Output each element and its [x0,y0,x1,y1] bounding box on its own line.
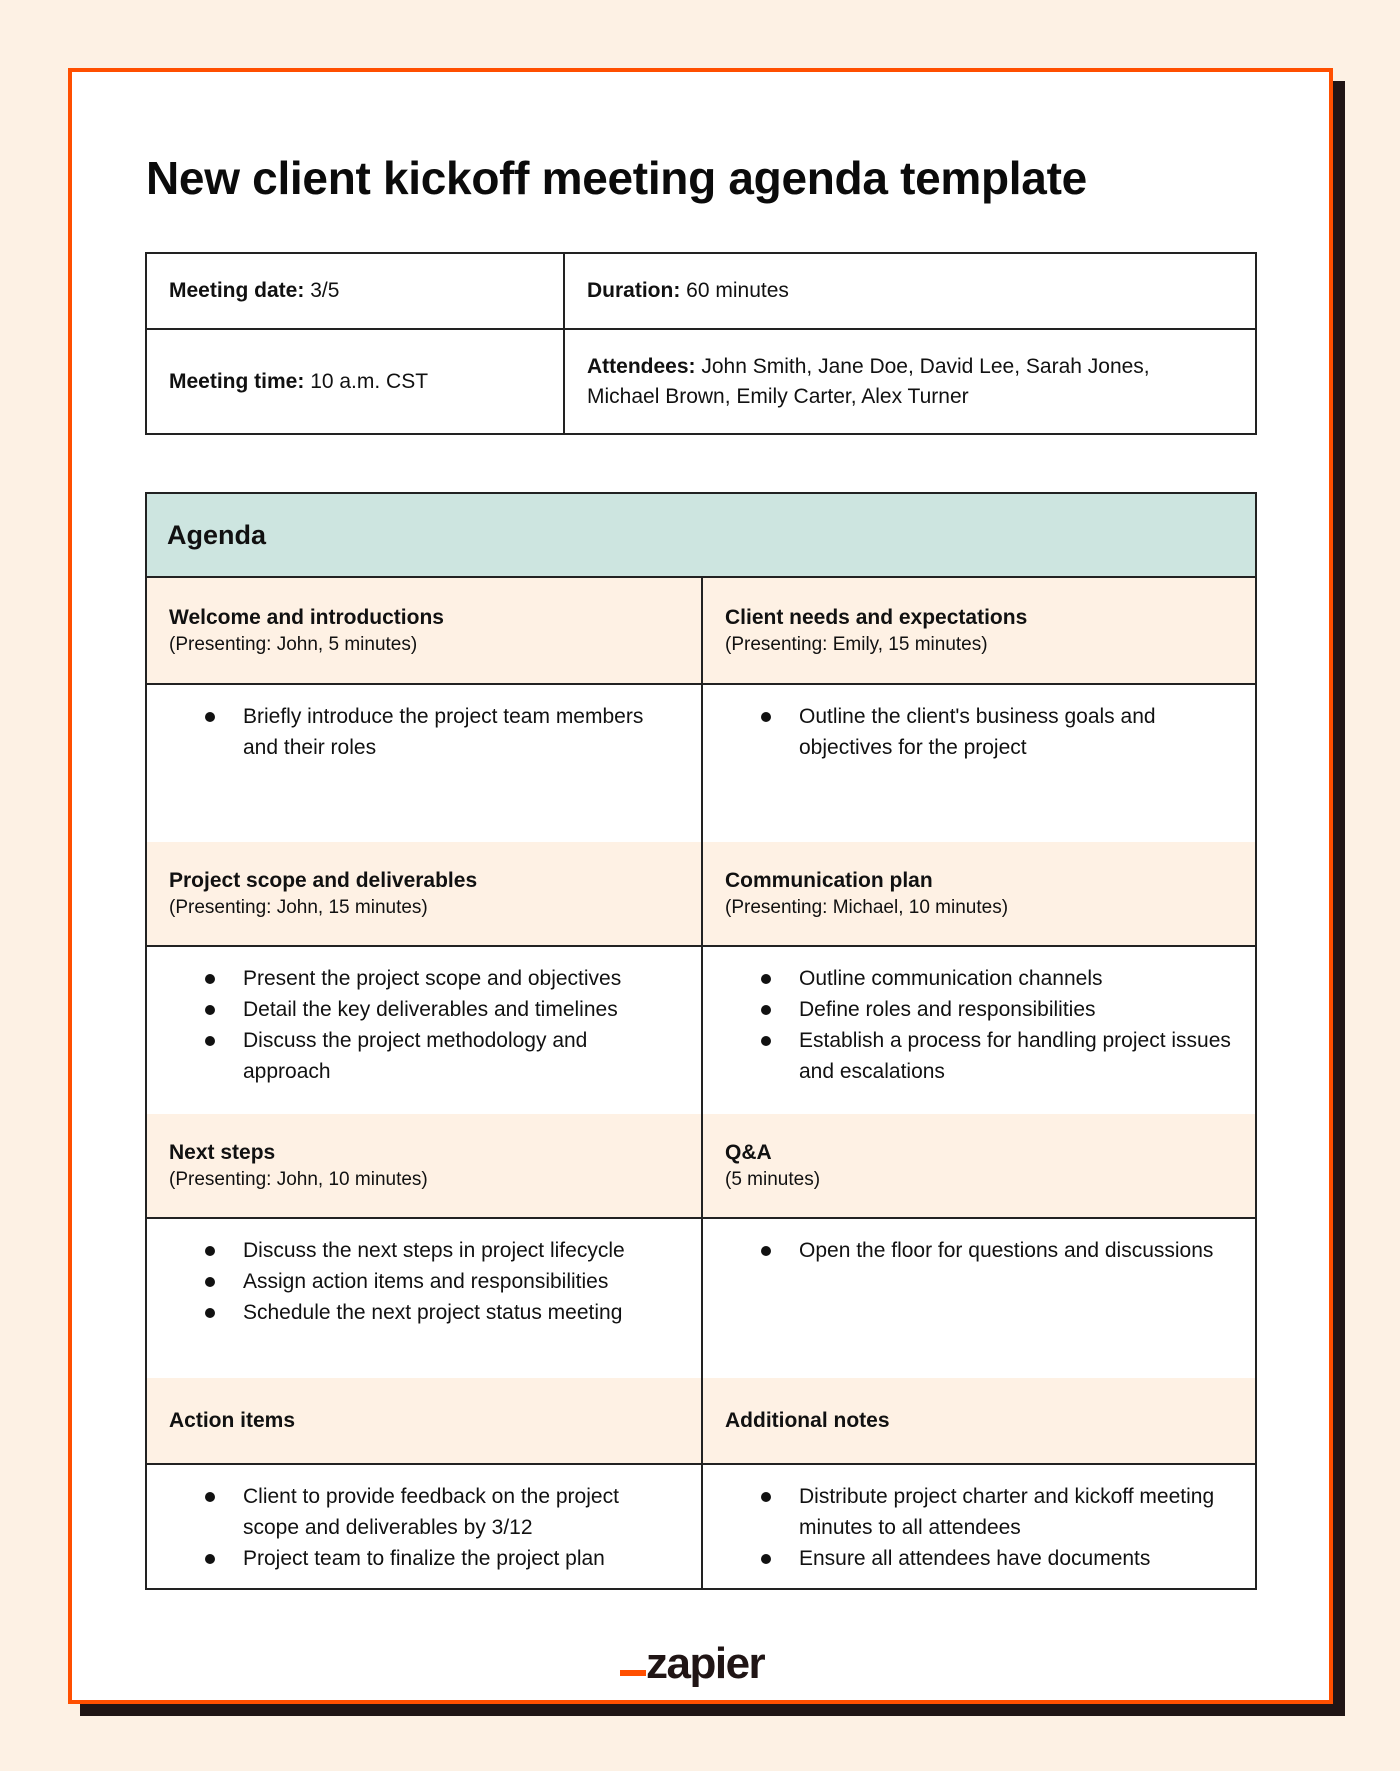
section-title: Project scope and deliverables [169,868,478,892]
meeting-date-value: 3/5 [310,279,340,302]
bullet-icon [205,712,215,722]
bullet-icon [205,1554,215,1564]
section-title: Action items [169,1408,296,1432]
duration-value: 60 minutes [686,279,789,302]
section-title: Q&A [725,1140,772,1164]
section-header-communication-plan [703,842,1255,945]
bullet-list [703,701,1233,763]
meeting-date-cell [147,254,565,330]
section-presenter: (Presenting: Michael, 10 minutes) [725,896,1009,918]
duration-cell [565,254,1255,330]
section-presenter: (Presenting: John, 15 minutes) [169,896,428,918]
bullet-icon [205,1005,215,1015]
attendees-label: Attendees: [587,354,696,378]
list-item: Open the floor for questions and discussions [703,1235,1233,1266]
bullet-icon [205,974,215,984]
section-body-project-scope [147,945,703,1114]
section-presenter: (Presenting: Emily, 15 minutes) [725,633,988,655]
bullet-list [147,963,679,1087]
section-presenter: (5 minutes) [725,1168,821,1190]
agenda-row-body [147,683,1255,844]
section-body-next-steps [147,1217,703,1378]
bullet-icon [761,974,771,984]
list-item: Discuss the project methodology and approach [147,1025,679,1087]
section-presenter: (Presenting: John, 10 minutes) [169,1168,428,1190]
bullet-list [147,1481,679,1574]
page-title: New client kickoff meeting agenda template [146,152,1087,204]
section-body-client-needs [703,683,1255,842]
zapier-logo [620,1636,764,1686]
meeting-time-label: Meeting time: [169,369,305,393]
attendees-cell [565,330,1255,433]
meeting-info-table [145,252,1257,435]
section-body-additional-notes [703,1463,1255,1588]
bullet-list [703,1235,1233,1266]
list-item: Present the project scope and objectives [147,963,679,994]
section-title: Additional notes [725,1408,890,1432]
agenda-heading: Agenda [147,494,1255,578]
list-item: Detail the key deliverables and timelines [147,994,679,1025]
list-item: Briefly introduce the project team members and their roles [147,701,679,763]
list-item: Client to provide feedback on the project scope and deliverables by 3/12 [147,1481,679,1543]
bullet-icon [761,1246,771,1256]
agenda-row-body [147,1217,1255,1380]
agenda-row-header [147,1378,1255,1465]
list-item: Define roles and responsibilities [703,994,1233,1025]
section-header-action-items [147,1378,703,1463]
bullet-icon [205,1036,215,1046]
list-item: Ensure all attendees have documents [703,1543,1233,1574]
section-title: Next steps [169,1140,276,1164]
list-item: Schedule the next project status meeting [147,1297,679,1328]
agenda-row-header [147,1114,1255,1219]
bullet-icon [761,712,771,722]
section-header-project-scope [147,842,703,945]
list-item: Outline communication channels [703,963,1233,994]
section-header-next-steps [147,1114,703,1217]
list-item: Distribute project charter and kickoff meeting minutes to all attendees [703,1481,1233,1543]
agenda-row-header [147,842,1255,947]
section-title: Welcome and introductions [169,605,444,629]
section-body-action-items [147,1463,703,1588]
bullet-icon [761,1036,771,1046]
list-item: Discuss the next steps in project lifecycle [147,1235,679,1266]
bullet-icon [205,1246,215,1256]
bullet-list [147,1235,679,1328]
agenda-row-body [147,1463,1255,1588]
bullet-list [147,701,679,763]
section-presenter: (Presenting: John, 5 minutes) [169,633,418,655]
list-item: Assign action items and responsibilities [147,1266,679,1297]
attendees-value: John Smith, Jane Doe, David Lee, Sarah Jones, Michael Brown, Emily Carter, Alex Turner [587,354,1150,408]
logo-wordmark: zapier [646,1639,765,1688]
section-body-welcome [147,683,703,842]
bullet-list [703,963,1233,1087]
logo-underscore-icon [620,1670,646,1676]
meeting-time-value: 10 a.m. CST [310,369,429,393]
section-header-qa [703,1114,1255,1217]
bullet-icon [205,1492,215,1502]
agenda-table [145,492,1257,1590]
list-item: Establish a process for handling project issues and escalations [703,1025,1233,1087]
bullet-list [703,1481,1233,1574]
section-header-client-needs [703,578,1255,683]
section-body-communication-plan [703,945,1255,1114]
section-header-additional-notes [703,1378,1255,1463]
section-title: Client needs and expectations [725,605,1028,629]
bullet-icon [761,1492,771,1502]
agenda-row-body [147,945,1255,1116]
section-header-welcome [147,578,703,683]
meeting-date-label: Meeting date: [169,279,305,302]
section-body-qa [703,1217,1255,1378]
duration-label: Duration: [587,279,681,302]
meeting-time-cell [147,330,565,433]
bullet-icon [761,1554,771,1564]
agenda-row-header [147,578,1255,685]
list-item: Outline the client's business goals and objectives for the project [703,701,1233,763]
section-title: Communication plan [725,868,933,892]
bullet-icon [205,1308,215,1318]
bullet-icon [761,1005,771,1015]
bullet-icon [205,1277,215,1287]
list-item: Project team to finalize the project plan [147,1543,679,1574]
